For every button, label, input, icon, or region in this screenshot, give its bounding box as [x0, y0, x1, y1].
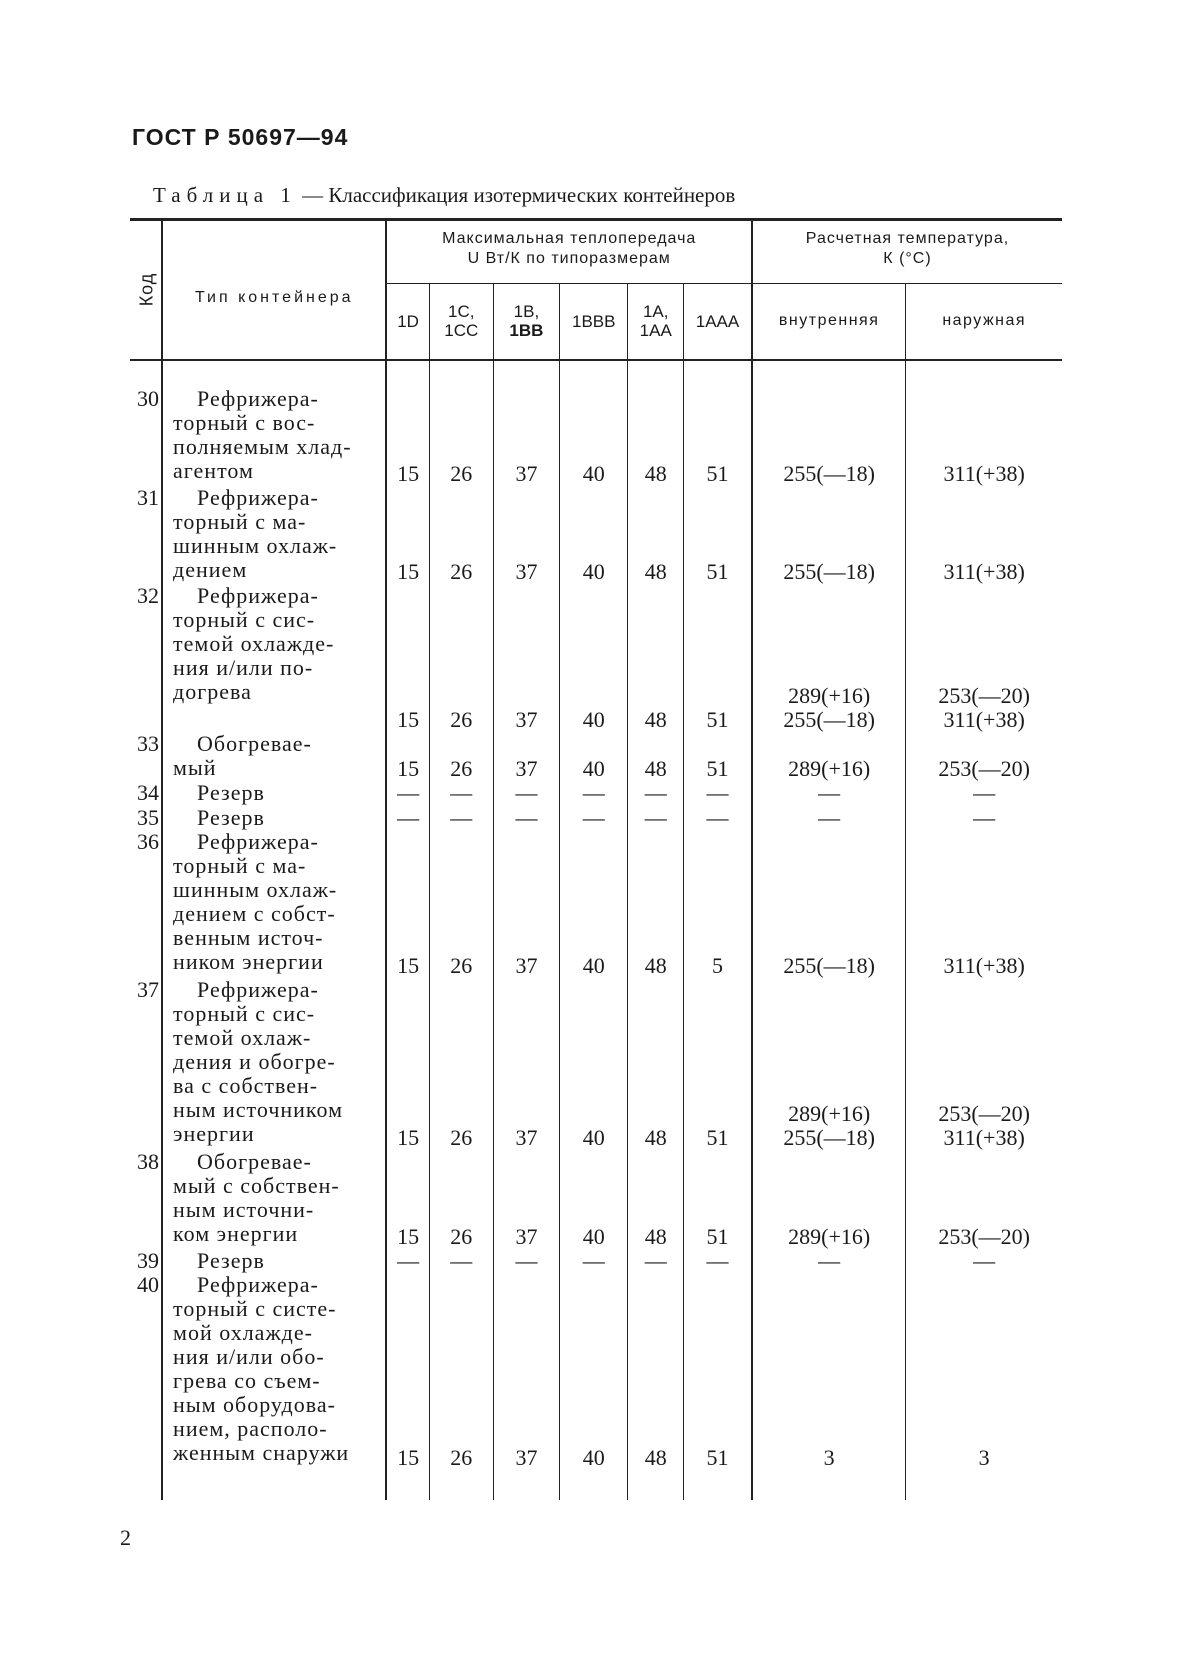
row-code: 36: [130, 830, 162, 978]
type-line: [173, 704, 385, 728]
row-code: 35: [130, 806, 162, 831]
type-line: Обогревае-: [197, 730, 312, 756]
internal-temperature: [752, 1273, 906, 1470]
temperature-line: —: [973, 780, 996, 806]
heat-transfer-value: —: [628, 806, 684, 831]
header-external: наружная: [906, 284, 1062, 360]
temperature-line: —: [973, 804, 996, 830]
type-line: Рефрижера-: [197, 385, 319, 411]
type-line: дением: [173, 556, 248, 582]
spacer-cell: [752, 1470, 906, 1500]
internal-temperature: [752, 806, 906, 831]
temperature-line: —: [818, 780, 841, 806]
table-row: [130, 584, 1062, 732]
heat-transfer-value: 15: [386, 978, 429, 1150]
external-temperature: [906, 486, 1062, 584]
heat-transfer-value: —: [493, 806, 559, 831]
size-label: 1ВВ: [509, 321, 544, 341]
temperature-line: 311(+38): [943, 1125, 1025, 1151]
heat-transfer-value: 48: [628, 978, 684, 1150]
row-code: 37: [130, 978, 162, 1150]
temperature-line: 255(—18): [783, 1125, 875, 1151]
type-line: ным источни-: [173, 1197, 315, 1223]
header-size-1b: [493, 284, 559, 360]
spacer-cell: [429, 1470, 493, 1500]
heat-transfer-value: —: [684, 1249, 752, 1274]
external-temperature: [906, 360, 1062, 486]
temperature-line: 253(—20): [938, 1223, 1030, 1249]
row-type: [162, 360, 386, 486]
type-line: ком энергии: [173, 1221, 299, 1247]
table-row: [130, 830, 1062, 978]
heat-transfer-value: 37: [493, 732, 559, 781]
header-heat-transfer-line1: Максимальная теплопередача: [442, 230, 697, 247]
table-spacer-row: [130, 1470, 1062, 1500]
size-label: 1ВВВ: [572, 311, 616, 331]
heat-transfer-value: 40: [560, 978, 628, 1150]
temperature-line: 253(—20): [938, 1101, 1030, 1127]
table-row: [130, 732, 1062, 781]
spacer-cell: [684, 1470, 752, 1500]
external-temperature: [906, 1249, 1062, 1274]
temperature-line: 255(—18): [783, 559, 875, 585]
spacer-cell: [493, 1470, 559, 1500]
header-heat-transfer: [386, 220, 752, 284]
heat-transfer-value: —: [684, 806, 752, 831]
heat-transfer-value: 15: [386, 584, 429, 732]
row-code: 34: [130, 781, 162, 806]
temperature-line: 311(+38): [943, 559, 1025, 585]
type-line: ния и/или по-: [173, 655, 314, 681]
row-code: 30: [130, 360, 162, 486]
type-line: мой охлажде-: [173, 1320, 313, 1346]
header-type: Тип контейнера: [162, 220, 386, 360]
heat-transfer-value: 40: [560, 732, 628, 781]
heat-transfer-value: 26: [429, 486, 493, 584]
header-temperature-line1: Расчетная температура,: [805, 230, 1010, 247]
heat-transfer-value: 40: [560, 360, 628, 486]
row-type: [162, 978, 386, 1150]
row-type: [162, 732, 386, 781]
spacer-cell: [906, 1470, 1062, 1500]
heat-transfer-value: —: [429, 781, 493, 806]
heat-transfer-value: —: [493, 781, 559, 806]
type-line: нием, располо-: [173, 1416, 328, 1442]
temperature-line: 255(—18): [783, 706, 875, 732]
heat-transfer-value: 26: [429, 1150, 493, 1248]
table-row: [130, 1150, 1062, 1248]
temperature-line: 289(+16): [788, 1223, 871, 1249]
header-heat-transfer-line2: U Вт/К по типоразмерам: [467, 250, 671, 267]
heat-transfer-value: 37: [493, 830, 559, 978]
external-temperature: [906, 806, 1062, 831]
heat-transfer-value: 15: [386, 360, 429, 486]
row-type: [162, 1273, 386, 1470]
internal-temperature: [752, 1150, 906, 1248]
type-line: догрева: [173, 679, 252, 705]
type-line: мый с собствен-: [173, 1173, 340, 1199]
heat-transfer-value: 40: [560, 584, 628, 732]
temperature-line: —: [818, 804, 841, 830]
heat-transfer-value: 48: [628, 732, 684, 781]
heat-transfer-value: 51: [684, 584, 752, 732]
header-size-1d: [386, 284, 429, 360]
heat-transfer-value: 37: [493, 360, 559, 486]
header-temperature-line2: К (°С): [883, 250, 932, 267]
type-line: шинным охлаж-: [173, 877, 338, 903]
type-line: энергии: [173, 1120, 255, 1146]
external-temperature: [906, 732, 1062, 781]
heat-transfer-value: 48: [628, 486, 684, 584]
temperature-line: 3: [823, 1445, 835, 1470]
heat-transfer-value: 37: [493, 1273, 559, 1470]
header-size-1bbb: [560, 284, 628, 360]
heat-transfer-value: 26: [429, 360, 493, 486]
heat-transfer-value: 51: [684, 978, 752, 1150]
row-code: 31: [130, 486, 162, 584]
temperature-line: 289(+16): [788, 1101, 871, 1127]
heat-transfer-value: 51: [684, 1273, 752, 1470]
table-row: [130, 360, 1062, 486]
type-line: Рефрижера-: [197, 583, 319, 609]
caption-dash: —: [296, 183, 329, 207]
heat-transfer-value: 51: [684, 486, 752, 584]
heat-transfer-value: 26: [429, 830, 493, 978]
type-line: торный с сис-: [173, 607, 316, 633]
external-temperature: [906, 1150, 1062, 1248]
spacer-cell: [560, 1470, 628, 1500]
heat-transfer-value: —: [386, 1249, 429, 1274]
header-temperature: [752, 220, 1062, 284]
table-header: [130, 220, 1062, 360]
heat-transfer-value: 40: [560, 1273, 628, 1470]
size-label: 1С,: [448, 302, 475, 322]
row-type: [162, 584, 386, 732]
size-label: 1В,: [513, 302, 540, 322]
type-line: торный с ма-: [173, 853, 307, 879]
row-type: [162, 806, 386, 831]
type-line: Рефрижера-: [197, 829, 319, 855]
internal-temperature: [752, 830, 906, 978]
type-line: Резерв: [197, 779, 265, 805]
internal-temperature: [752, 1249, 906, 1274]
type-line: Рефрижера-: [197, 484, 319, 510]
type-line: Рефрижера-: [197, 1272, 319, 1298]
type-line: ния и/или обо-: [173, 1344, 325, 1370]
header-size-1aaa: [684, 284, 752, 360]
header-size-1a: [628, 284, 684, 360]
temperature-line: 311(+38): [943, 460, 1025, 486]
heat-transfer-value: 48: [628, 1150, 684, 1248]
table-caption: [153, 183, 735, 208]
table-row: [130, 1273, 1062, 1470]
heat-transfer-value: 37: [493, 584, 559, 732]
size-label: 1ААА: [695, 311, 740, 331]
size-label: 1СС: [444, 321, 479, 341]
external-temperature: [906, 1273, 1062, 1470]
type-line: грева со съем-: [173, 1368, 321, 1394]
type-line: дения и обогре-: [173, 1048, 336, 1074]
size-label: 1А,: [642, 302, 669, 322]
temperature-line: 255(—18): [783, 952, 875, 978]
temperature-line: 311(+38): [943, 706, 1025, 732]
caption-prefix: Таблица 1: [153, 183, 297, 207]
row-code: 40: [130, 1273, 162, 1470]
heat-transfer-value: 5: [684, 830, 752, 978]
type-line: полняемым хлад-: [173, 433, 352, 459]
type-line: ным оборудова-: [173, 1392, 336, 1418]
type-line: Резерв: [197, 1247, 265, 1273]
header-internal: внутренняя: [752, 284, 906, 360]
heat-transfer-value: 15: [386, 830, 429, 978]
heat-transfer-value: 51: [684, 1150, 752, 1248]
heat-transfer-value: 26: [429, 584, 493, 732]
page-number: 2: [120, 1525, 131, 1550]
type-line: торный с сис-: [173, 1000, 316, 1026]
table-row: [130, 486, 1062, 584]
external-temperature: [906, 978, 1062, 1150]
header-code-label: Код: [136, 272, 157, 307]
heat-transfer-value: —: [386, 781, 429, 806]
external-temperature: [906, 830, 1062, 978]
row-code: 39: [130, 1249, 162, 1274]
type-line: торный с ма-: [173, 508, 307, 534]
heat-transfer-value: 26: [429, 1273, 493, 1470]
row-code: 38: [130, 1150, 162, 1248]
heat-transfer-value: —: [684, 781, 752, 806]
heat-transfer-value: 40: [560, 1150, 628, 1248]
table-row: [130, 806, 1062, 831]
table-body: [130, 360, 1062, 1501]
document-code: ГОСТ Р 50697—94: [132, 124, 349, 150]
heat-transfer-value: —: [493, 1249, 559, 1274]
internal-temperature: [752, 584, 906, 732]
heat-transfer-value: 51: [684, 360, 752, 486]
spacer-cell: [628, 1470, 684, 1500]
heat-transfer-value: 48: [628, 830, 684, 978]
internal-temperature: [752, 360, 906, 486]
heat-transfer-value: 37: [493, 978, 559, 1150]
size-label: 1D: [397, 311, 419, 331]
heat-transfer-value: 48: [628, 1273, 684, 1470]
size-label: 1АА: [639, 321, 672, 341]
external-temperature: [906, 584, 1062, 732]
table-row: [130, 1249, 1062, 1274]
heat-transfer-value: —: [628, 781, 684, 806]
heat-transfer-value: 15: [386, 732, 429, 781]
type-line: венным источ-: [173, 925, 324, 951]
heat-transfer-value: 15: [386, 1273, 429, 1470]
temperature-line: 311(+38): [943, 952, 1025, 978]
spacer-cell: [386, 1470, 429, 1500]
row-type: [162, 830, 386, 978]
heat-transfer-value: —: [560, 806, 628, 831]
type-line: женным снаружи: [173, 1440, 350, 1466]
type-line: Обогревае-: [197, 1149, 312, 1175]
type-line: дением с собст-: [173, 901, 336, 927]
type-line: агентом: [173, 457, 254, 483]
row-code: 33: [130, 732, 162, 781]
temperature-line: 289(+16): [788, 682, 871, 708]
heat-transfer-value: 37: [493, 1150, 559, 1248]
heat-transfer-value: —: [386, 806, 429, 831]
type-line: ником энергии: [173, 949, 324, 975]
temperature-line: 253(—20): [938, 755, 1030, 781]
heat-transfer-value: —: [429, 1249, 493, 1274]
heat-transfer-value: 40: [560, 830, 628, 978]
internal-temperature: [752, 978, 906, 1150]
internal-temperature: [752, 732, 906, 781]
temperature-line: 3: [978, 1445, 990, 1470]
row-type: [162, 1249, 386, 1274]
temperature-line: 253(—20): [938, 682, 1030, 708]
classification-table: [130, 218, 1062, 1500]
type-line: темой охлажде-: [173, 631, 335, 657]
row-type: [162, 781, 386, 806]
type-line: торный с вос-: [173, 409, 316, 435]
temperature-line: 255(—18): [783, 460, 875, 486]
type-line: торный с систе-: [173, 1296, 337, 1322]
heat-transfer-value: —: [560, 1249, 628, 1274]
heat-transfer-value: 37: [493, 486, 559, 584]
type-line: мый: [173, 754, 217, 780]
external-temperature: [906, 781, 1062, 806]
heat-transfer-value: 15: [386, 1150, 429, 1248]
temperature-line: 289(+16): [788, 755, 871, 781]
table-row: [130, 781, 1062, 806]
heat-transfer-value: 48: [628, 360, 684, 486]
heat-transfer-value: 26: [429, 978, 493, 1150]
header-size-1c: [429, 284, 493, 360]
type-line: ва с собствен-: [173, 1072, 319, 1098]
type-line: темой охлаж-: [173, 1024, 312, 1050]
heat-transfer-value: —: [560, 781, 628, 806]
heat-transfer-value: 15: [386, 486, 429, 584]
row-code: 32: [130, 584, 162, 732]
type-line: Рефрижера-: [197, 976, 319, 1002]
type-line: Резерв: [197, 804, 265, 830]
table-row: [130, 978, 1062, 1150]
heat-transfer-value: —: [429, 806, 493, 831]
heat-transfer-value: 51: [684, 732, 752, 781]
temperature-line: —: [973, 1247, 996, 1273]
caption-title: Классификация изотермических контейнеров: [328, 183, 736, 207]
type-line: шинным охлаж-: [173, 532, 338, 558]
internal-temperature: [752, 781, 906, 806]
heat-transfer-value: 40: [560, 486, 628, 584]
temperature-line: —: [818, 1247, 841, 1273]
row-type: [162, 1150, 386, 1248]
spacer-cell: [162, 1470, 386, 1500]
heat-transfer-value: 48: [628, 584, 684, 732]
type-line: ным источником: [173, 1096, 344, 1122]
heat-transfer-value: 26: [429, 732, 493, 781]
internal-temperature: [752, 486, 906, 584]
heat-transfer-value: —: [628, 1249, 684, 1274]
header-code: [130, 220, 162, 360]
spacer-cell: [130, 1470, 162, 1500]
row-type: [162, 486, 386, 584]
